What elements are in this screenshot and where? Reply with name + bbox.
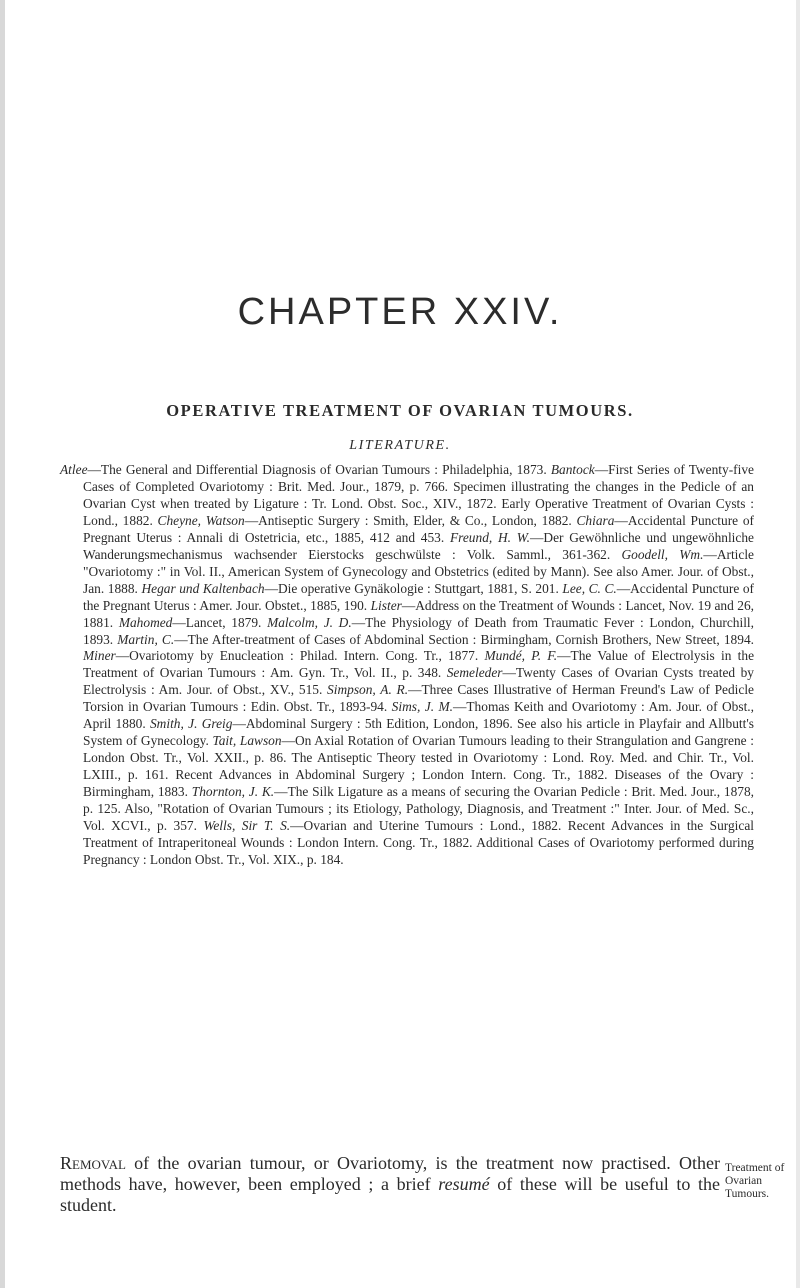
reference-author: Semeleder <box>446 665 503 681</box>
lead-word: Removal <box>60 1153 126 1173</box>
reference-author: Smith, J. Greig <box>149 716 233 732</box>
reference-author: Wells, Sir T. S. <box>203 818 291 834</box>
reference-author: Hegar und Kaltenbach <box>141 580 265 596</box>
body-paragraph <box>60 1153 720 1216</box>
reference-author: Lister <box>370 597 402 613</box>
reference-text: —Accidental Puncture of the Pregnant Uterus : Amer. Jour. Obstet., 1885, 190. <box>83 580 755 613</box>
reference-text: —Ovariotomy by Enucleation : Philad. Intern. Cong. Tr., 1877. <box>115 648 485 664</box>
reference-author: Goodell, Wm. <box>621 546 704 562</box>
reference-text: —The Value of Electrolysis in the Treatment of Ovarian Tumours : Am. Gyn. Tr., Vol. II., p. 348. <box>83 648 755 681</box>
reference-text: —The General and Differential Diagnosis of Ovarian Tumours : Philadelphia, 1873. <box>87 462 551 477</box>
body-text-part-1: of the ovarian tumour, or Ovariotomy, is the treatment now practised. Other methods have, however, been employed ; a brief <box>60 1153 720 1194</box>
reference-author: Simpson, A. R. <box>327 682 409 698</box>
reference-author: Bantock <box>550 462 595 477</box>
reference-text: —The Physiology of Death from Traumatic Fever : London, Churchill, 1893. <box>83 614 754 647</box>
reference-author: Lee, C. C. <box>562 580 617 596</box>
reference-text: —Accidental Puncture of Pregnant Uterus : Annali di Ostetricia, etc., 1885, 412 and 453. <box>83 512 754 545</box>
reference-author: Cheyne, Watson <box>157 512 245 528</box>
reference-text: —First Series of Twenty-five Cases of Completed Ovariotomy : Brit. Med. Jour., 1879, p. 766. Specimen illustrating the changes in the Pedicle of an Ovarian Cyst when treated by Ligature : Tr. Lond. Obst. Soc., XIV., 1872. Early Operative Treatment of Ovarian Cysts : Lond., 1882. <box>83 462 754 528</box>
page-bleed <box>796 0 800 1288</box>
reference-text: —Twenty Cases of Ovarian Cysts treated by Electrolysis : Am. Jour. of Obst., XV., 515. <box>83 665 754 698</box>
reference-text: —Lancet, 1879. <box>172 614 268 630</box>
section-title: OPERATIVE TREATMENT OF OVARIAN TUMOURS. <box>166 401 634 420</box>
reference-author: Mundé, P. F. <box>484 648 558 664</box>
literature-list <box>60 462 754 869</box>
reference-text: —Antiseptic Surgery : Smith, Elder, & Co., London, 1882. <box>244 512 577 528</box>
reference-text: —Die operative Gynäkologie : Stuttgart, 1881, S. 201. <box>264 580 563 596</box>
reference-text: —Three Cases Illustrative of Herman Freund's Law of Pedicle Torsion in Ovarian Tumours : Edin. Obst. Tr., 1893-94. <box>83 682 754 715</box>
literature-heading: LITERATURE. <box>349 438 451 453</box>
reference-text: —Thomas Keith and Ovariotomy : Am. Jour. of Obst., April 1880. <box>83 699 754 732</box>
reference-text: —Ovarian and Uterine Tumours : Lond., 1882. Recent Advances in the Surgical Treatment of Intraperitoneal Wounds : London Intern. Cong. Tr., 1882. Additional Cases of Ovariotomy performed during Pregnancy : London Obst. Tr., Vol. XIX., p. 184. <box>83 818 755 867</box>
reference-author: Tait, Lawson <box>212 733 282 749</box>
chapter-title: CHAPTER XXIV. <box>237 291 563 333</box>
reference-author: Sims, J. M. <box>391 699 453 715</box>
reference-author: Freund, H. W. <box>449 529 531 545</box>
reference-text: —Abdominal Surgery : 5th Edition, London, 1896. See also his article in Playfair and Allbutt's System of Gynecology. <box>83 716 754 749</box>
reference-text: —The After-treatment of Cases of Abdominal Section : Birmingham, Cornish Brothers, New Street, 1894. <box>174 631 754 647</box>
reference-author: Martin, C. <box>117 631 175 647</box>
reference-text: —The Silk Ligature as a means of securing the Ovarian Pedicle : Brit. Med. Jour., 1878, p. 125. Also, "Rotation of Ovarian Tumours ; its Etiology, Pathology, Diagnosis, and Treatment :" Inter. Jour. of Med. Sc., Vol. XCVI., p. 357. <box>83 784 755 834</box>
reference-text: —Address on the Treatment of Wounds : Lancet, Nov. 19 and 26, 1881. <box>83 597 754 630</box>
reference-author: Miner <box>83 648 116 664</box>
reference-text: —On Axial Rotation of Ovarian Tumours leading to their Strangulation and Gangrene : London Obst. Tr., Vol. XXII., p. 86. The Antiseptic Theory tested in Ovariotomy : Lond. Roy. Med. and Chir. Tr., Vol. LXIII., p. 161. Recent Advances in Abdominal Surgery ; London Intern. Cong. Tr., 1882. Diseases of the Ovary : Birmingham, 1883. <box>83 733 754 800</box>
page-edge <box>0 0 5 1288</box>
reference-text: —Article "Ovariotomy :" in Vol. II., American System of Gynecology and Obstetrics (edited by Mann). See also Amer. Jour. of Obst., Jan. 1888. <box>83 546 754 596</box>
reference-author: Malcolm, J. D. <box>267 614 352 630</box>
margin-note: Treatment of Ovarian Tumours. <box>725 1162 785 1200</box>
reference-author: Chiara <box>576 512 615 528</box>
reference-author: Atlee <box>60 462 88 477</box>
body-resume-word: resumé <box>438 1174 490 1194</box>
reference-author: Mahomed <box>118 614 173 630</box>
body-text-part-2: of these will be useful to the student. <box>60 1174 721 1215</box>
reference-author: Thornton, J. K. <box>191 784 275 800</box>
reference-text: —Der Gewöhnliche und ungewöhnliche Wanderungsmechanismus wachsender Eierstocks geschwülste : Volk. Samml., 361-362. <box>83 529 754 562</box>
